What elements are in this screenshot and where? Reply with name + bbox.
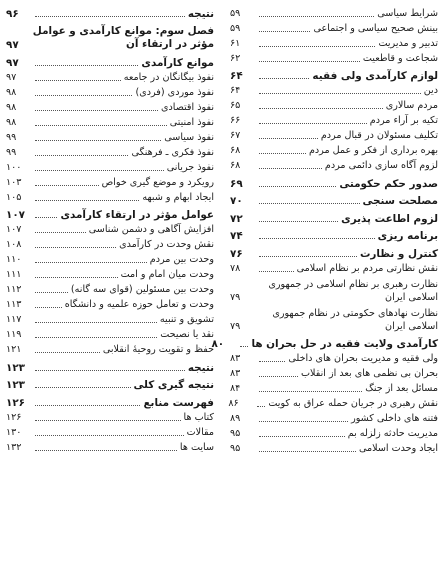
entry-page: ۸۴	[230, 383, 241, 394]
entry-page: ۹۵	[230, 443, 241, 454]
dot-leader	[259, 361, 285, 362]
dot-leader	[35, 155, 128, 156]
toc-entry	[230, 6, 438, 21]
dot-leader	[259, 221, 338, 222]
dot-leader	[35, 387, 131, 388]
entry-page: ۶۱	[230, 37, 241, 49]
dot-leader	[35, 140, 161, 141]
entry-title: شرایط سیاسی	[377, 7, 438, 19]
entry-page: ۸۳	[230, 353, 241, 364]
dot-leader	[259, 376, 298, 377]
entry-title: نفوذ بیگانگان در جامعه	[123, 71, 214, 83]
toc-chapter-heading	[6, 21, 214, 53]
toc-entry	[230, 382, 438, 397]
toc-entry	[6, 238, 214, 253]
toc-section-heading	[211, 334, 438, 352]
entry-page: ۱۱۳	[6, 299, 22, 310]
entry-title: سایت ها	[179, 441, 214, 453]
dot-leader	[35, 405, 140, 406]
toc-column-right	[211, 6, 438, 457]
entry-title: نفوذ امنیتی	[169, 116, 214, 128]
dot-leader	[259, 153, 306, 154]
entry-page: ۷۰	[230, 195, 243, 207]
entry-title: نفوذ موردی (فردی)	[135, 86, 214, 98]
dot-leader	[259, 16, 374, 17]
entry-title: تشویق و تنبیه	[159, 314, 214, 325]
entry-title: لزوم آگاه سازی دائمی مردم	[324, 160, 438, 171]
entry-page: ۱۱۷	[6, 314, 22, 325]
toc-section-heading	[6, 375, 214, 393]
entry-title: رویکرد و موضع گیری خواص	[101, 176, 214, 188]
entry-page: ۹۶	[6, 7, 19, 20]
dot-leader	[35, 337, 157, 338]
toc-entry	[230, 144, 438, 159]
toc-entry	[6, 190, 214, 205]
dot-leader	[259, 93, 421, 94]
entry-page: ۷۹	[230, 320, 241, 332]
entry-page: ۱۰۵	[6, 191, 22, 203]
entry-page: ۹۹	[6, 146, 17, 158]
entry-title: لوازم کارآمدی ولی فقیه	[312, 70, 438, 82]
entry-page: ۷۹	[230, 291, 241, 303]
entry-title: نقش وحدت در کارآمدی	[119, 239, 214, 250]
entry-title: نفوذ فکری ـ فرهنگی	[131, 146, 214, 158]
entry-title: افزایش آگاهی و دشمن شناسی	[88, 224, 214, 235]
entry-page: ۹۷	[6, 71, 17, 83]
dot-leader	[35, 420, 181, 421]
toc-entry	[6, 145, 214, 160]
entry-page: ۹۵	[230, 428, 241, 439]
entry-title: مصلحت سنجی	[362, 195, 438, 207]
toc-section-heading	[6, 358, 214, 376]
dot-leader	[35, 95, 132, 96]
toc-entry	[6, 343, 214, 358]
dot-leader	[35, 80, 121, 81]
dot-leader	[35, 370, 185, 371]
entry-page: ۶۷	[230, 130, 241, 141]
entry-page: ۱۲۶	[6, 411, 22, 423]
entry-title: کارآمدی ولایت فقیه در حل بحران ها	[251, 338, 438, 350]
dot-leader	[35, 247, 116, 248]
toc-entry	[230, 305, 438, 334]
entry-title: بحران بی نظمی های بعد از انقلاب	[301, 368, 438, 379]
toc-column-left	[6, 6, 214, 455]
entry-title: وحدت و تعامل حوزه علمیه و دانشگاه	[64, 299, 214, 310]
dot-leader	[35, 170, 164, 171]
entry-page: ۶۹	[230, 177, 243, 190]
entry-page: ۶۴	[230, 85, 241, 96]
dot-leader	[259, 256, 357, 257]
toc-entry	[230, 129, 438, 144]
entry-title: نقش نظارتی مردم بر نظام اسلامی	[296, 262, 438, 274]
dot-leader	[259, 238, 375, 239]
entry-title: نقش رهبری در جریان حمله عراق به کویت	[268, 398, 438, 409]
toc-entry	[6, 440, 214, 455]
toc-entry	[6, 100, 214, 115]
entry-page: ۸۳	[230, 368, 241, 379]
entry-title: ولی فقیه و مدیریت بحران های داخلی	[288, 353, 438, 364]
dot-leader	[35, 65, 138, 66]
toc-section-heading	[230, 226, 438, 244]
dot-leader	[259, 451, 356, 452]
entry-title: ایجاد وحدت اسلامی	[358, 443, 438, 454]
entry-page: ۱۰۷	[6, 224, 22, 235]
toc-section-heading	[6, 53, 214, 71]
dot-leader	[259, 271, 294, 272]
toc-section-heading	[6, 393, 214, 411]
toc-entry	[6, 160, 214, 175]
entry-page: ۱۲۳	[6, 361, 26, 374]
dot-leader	[259, 391, 362, 392]
entry-page: ۶۶	[230, 115, 241, 126]
entry-page: ۹۸	[6, 116, 17, 128]
entry-page: ۱۱۹	[6, 329, 22, 340]
dot-leader	[35, 435, 184, 436]
dot-leader	[35, 352, 100, 353]
entry-title: عوامل مؤثر در ارتقاء کارآمدی	[60, 209, 214, 221]
dot-leader	[259, 203, 360, 204]
entry-page: ۹۷	[6, 56, 19, 69]
entry-page: ۶۸	[230, 160, 241, 171]
entry-title: نفوذ جریانی	[166, 161, 214, 173]
toc-entry	[230, 51, 438, 66]
entry-page: ۷۲	[230, 212, 243, 225]
toc-entry	[6, 115, 214, 130]
entry-title: کتاب ها	[183, 411, 214, 423]
toc-entry	[6, 70, 214, 85]
entry-title: وحدت میان امام و امت	[120, 269, 214, 280]
entry-page: ۱۰۰	[6, 161, 22, 173]
entry-page: ۱۳۰	[6, 426, 22, 438]
entry-page: ۷۸	[230, 262, 241, 274]
dot-leader	[259, 123, 367, 124]
toc-entry	[230, 261, 438, 276]
entry-title: صدور حکم حکومتی	[339, 177, 438, 190]
entry-title: نظارت رهبری بر نظام اسلامی در جمهوری اسلامی ایران	[268, 278, 438, 303]
entry-title: بینش صحیح سیاسی و اجتماعی	[313, 22, 438, 34]
entry-title: تکلیف مسئولان در قبال مردم	[320, 130, 438, 141]
toc-entry	[230, 412, 438, 427]
toc-entry	[230, 276, 438, 305]
dot-leader	[35, 217, 57, 218]
dot-leader	[259, 78, 309, 79]
entry-title: نفوذ اقتصادی	[161, 101, 214, 113]
entry-title: وحدت بین مسئولین (قوای سه گانه)	[70, 284, 214, 295]
entry-page: ۱۲۱	[6, 344, 22, 355]
entry-title: نفوذ سیاسی	[164, 131, 214, 143]
entry-title: برنامه ریزی	[377, 230, 438, 242]
entry-title: نتیجه	[187, 7, 214, 20]
toc-entry	[230, 21, 438, 36]
toc-entry	[230, 352, 438, 367]
toc-entry	[6, 283, 214, 298]
toc-entry	[6, 313, 214, 328]
entry-page: ۸۶	[228, 398, 239, 409]
entry-title: مقالات	[186, 426, 214, 438]
toc-entry	[6, 410, 214, 425]
entry-title: موانع کارآمدی	[141, 56, 214, 69]
dot-leader	[35, 277, 118, 278]
dot-leader	[259, 421, 348, 422]
dot-leader	[35, 262, 147, 263]
dot-leader	[35, 16, 185, 17]
dot-leader	[259, 46, 375, 47]
entry-page: ۱۲۳	[6, 379, 26, 391]
toc-entry	[6, 130, 214, 145]
toc-section-heading	[230, 191, 438, 209]
entry-page: ۱۲۶	[6, 396, 26, 409]
entry-page: ۱۱۰	[6, 254, 22, 265]
toc-entry	[6, 328, 214, 343]
entry-title: نتیجه گیری کلی	[133, 379, 214, 391]
entry-page: ۶۲	[230, 52, 241, 64]
entry-page: ۶۸	[230, 145, 241, 156]
entry-page: ۸۹	[230, 413, 241, 424]
entry-page: ۵۹	[230, 7, 241, 19]
entry-title: مسائل بعد از جنگ	[365, 383, 438, 394]
dot-leader	[259, 61, 360, 62]
entry-page: ۷۶	[230, 247, 243, 260]
entry-page: ۹۷	[6, 39, 19, 51]
entry-title: مردم سالاری	[385, 100, 438, 111]
toc-entry	[230, 442, 438, 457]
toc-entry	[230, 99, 438, 114]
entry-page: ۷۴	[230, 230, 243, 242]
entry-title: نتیجه	[187, 361, 214, 374]
entry-title: مدیریت حادثه زلزله بم	[347, 428, 438, 439]
entry-page: ۱۱۱	[6, 269, 22, 280]
toc-section-heading	[230, 209, 438, 227]
entry-page: ۵۹	[230, 22, 241, 34]
dot-leader	[259, 138, 318, 139]
dot-leader	[35, 450, 177, 451]
dot-leader	[35, 307, 62, 308]
entry-title: بهره برداری از فکر و عمل مردم	[308, 145, 438, 156]
dot-leader	[35, 292, 68, 293]
toc-entry	[6, 85, 214, 100]
toc-entry	[230, 397, 438, 412]
table-of-contents	[6, 6, 438, 580]
toc-entry	[6, 223, 214, 238]
dot-leader	[35, 125, 167, 126]
entry-title: دین	[423, 85, 438, 96]
dot-leader	[35, 110, 158, 111]
entry-page: ۹۹	[6, 131, 17, 143]
toc-entry	[230, 84, 438, 99]
entry-title: وحدت بین مردم	[149, 254, 214, 265]
dot-leader	[259, 108, 383, 109]
toc-section-heading	[230, 244, 438, 262]
entry-title: تکیه بر آراء مردم	[369, 115, 438, 126]
dot-leader	[259, 31, 310, 32]
entry-page: ۱۰۸	[6, 239, 22, 250]
entry-page: ۱۱۲	[6, 284, 22, 295]
toc-entry	[230, 114, 438, 129]
dot-leader	[35, 322, 157, 323]
entry-title: ایجاد ابهام و شبهه	[142, 191, 214, 203]
entry-title: لزوم اطاعت پذیری	[341, 212, 438, 225]
toc-entry	[6, 268, 214, 283]
entry-title: نقد یا نصیحت	[160, 329, 214, 340]
toc-entry	[6, 175, 214, 190]
entry-page: ۹۸	[6, 86, 17, 98]
entry-page: ۱۰۷	[6, 209, 26, 221]
toc-entry	[6, 425, 214, 440]
dot-leader	[35, 200, 139, 201]
entry-title: کنترل و نظارت	[359, 247, 438, 260]
entry-title: فصل سوم: موانع کارآمدی و عوامل مؤثر در ارتقاء آن	[32, 25, 214, 50]
toc-entry	[230, 367, 438, 382]
dot-leader	[35, 185, 99, 186]
toc-entry	[6, 253, 214, 268]
dot-leader	[259, 436, 345, 437]
entry-title: نظارت نهادهای حکومتی در نظام جمهوری اسلامی ایران	[272, 307, 438, 332]
dot-leader	[35, 232, 86, 233]
toc-section-heading	[6, 6, 214, 21]
entry-page: ۸۰	[211, 338, 225, 350]
toc-section-heading	[230, 174, 438, 192]
entry-title: شجاعت و قاطعیت	[362, 52, 438, 64]
entry-page: ۱۰۳	[6, 176, 22, 188]
toc-entry	[6, 298, 214, 313]
entry-page: ۱۳۲	[6, 441, 22, 453]
entry-title: تدبیر و مدیریت	[378, 37, 438, 49]
entry-page: ۶۴	[230, 70, 243, 82]
entry-title: فتنه های داخلی کشور	[351, 413, 438, 424]
dot-leader	[259, 168, 322, 169]
toc-entry	[230, 159, 438, 174]
dot-leader	[257, 406, 265, 407]
toc-entry	[230, 427, 438, 442]
toc-section-heading	[230, 66, 438, 84]
toc-section-heading	[6, 205, 214, 223]
dot-leader	[240, 346, 248, 347]
entry-title: فهرست منابع	[143, 396, 214, 409]
dot-leader	[259, 186, 336, 187]
entry-page: ۹۸	[6, 101, 17, 113]
entry-page: ۶۵	[230, 100, 241, 111]
entry-title: حفظ و تقویت روحیهٔ انقلابی	[102, 344, 214, 355]
toc-entry	[230, 36, 438, 51]
